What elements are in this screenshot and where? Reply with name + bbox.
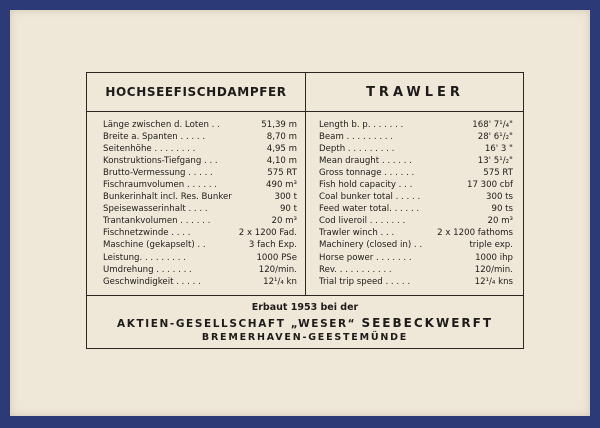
german-spec-value: 1000 PSe <box>256 252 297 263</box>
german-spec-row <box>103 155 297 167</box>
german-spec-label: Länge zwischen d. Loten . . <box>103 120 220 130</box>
german-spec-row <box>103 131 297 143</box>
german-spec-label: Seitenhöhe . . . . . . . . <box>103 144 196 155</box>
english-spec-label: Coal bunker total . . . . . <box>319 192 421 203</box>
english-spec-row <box>319 239 513 251</box>
english-spec-label: Mean draught . . . . . . <box>319 156 412 167</box>
location-line: BREMERHAVEN-GEESTEMÜNDE <box>201 332 409 343</box>
heading-german: HOCHSEEFISCHDAMPFER <box>105 85 287 99</box>
english-spec-row <box>319 143 513 155</box>
german-spec-row <box>103 167 297 179</box>
english-spec-value: 120/min. <box>474 264 513 275</box>
english-spec-row <box>319 252 513 264</box>
german-spec-value: 51,39 m <box>261 120 297 130</box>
english-spec-value: 575 RT <box>483 168 513 179</box>
english-spec-list <box>319 119 513 288</box>
english-spec-value: 16' 3 " <box>484 144 513 155</box>
english-spec-value: 13' 5¹/₂" <box>477 156 513 167</box>
german-spec-value: 4,95 m <box>266 144 297 155</box>
shipyard-name: SEEBECKWERFT <box>361 316 494 330</box>
german-spec-row <box>103 239 297 251</box>
english-spec-value: 28' 6¹/₂" <box>477 132 513 143</box>
header-divider <box>87 111 523 112</box>
german-spec-row <box>103 264 297 276</box>
english-spec-label: Feed water total. . . . . . <box>319 204 420 215</box>
german-spec-row <box>103 203 297 215</box>
german-spec-value: 2 x 1200 Fad. <box>238 228 297 239</box>
german-spec-value: 90 t <box>279 204 297 215</box>
english-spec-row <box>319 167 513 179</box>
german-spec-label: Speisewasserinhalt . . . . <box>103 204 208 215</box>
english-spec-label: Trawler winch . . . <box>319 228 395 239</box>
german-spec-row <box>103 276 297 288</box>
german-spec-row <box>103 227 297 239</box>
column-divider <box>305 73 306 295</box>
german-spec-label: Breite a. Spanten . . . . . <box>103 132 206 143</box>
english-spec-label: Fish hold capacity . . . <box>319 180 413 191</box>
german-spec-value: 575 RT <box>267 168 297 179</box>
german-spec-value: 300 t <box>274 192 297 203</box>
german-spec-value: 4,10 m <box>266 156 297 167</box>
german-spec-label: Maschine (gekapselt) . . <box>103 240 206 251</box>
german-spec-value: 8,70 m <box>266 132 297 143</box>
german-spec-row <box>103 191 297 203</box>
english-spec-value: 300 ts <box>486 192 513 203</box>
company-name: AKTIEN-GESELLSCHAFT „WESER“ <box>116 318 357 330</box>
german-spec-row <box>103 215 297 227</box>
german-spec-value: 12¹/₄ kn <box>263 276 297 287</box>
german-spec-value: 20 m³ <box>271 216 297 227</box>
english-spec-row <box>319 131 513 143</box>
company-line <box>87 316 523 330</box>
german-spec-list <box>103 119 297 288</box>
english-spec-label: Rev. . . . . . . . . . . <box>319 264 392 275</box>
german-spec-row <box>103 179 297 191</box>
german-spec-label: Brutto-Vermessung . . . . . <box>103 168 213 179</box>
english-spec-row <box>319 191 513 203</box>
english-spec-row <box>319 119 513 131</box>
german-spec-row <box>103 252 297 264</box>
english-spec-row <box>319 215 513 227</box>
english-spec-value: triple exp. <box>469 240 513 251</box>
german-spec-label: Konstruktions-Tiefgang . . . <box>103 156 218 167</box>
english-spec-label: Trial trip speed . . . . . <box>319 276 411 287</box>
spec-table <box>86 72 524 349</box>
german-spec-label: Fischnetzwinde . . . . <box>103 228 191 239</box>
english-spec-label: Length b. p. . . . . . . <box>319 120 404 130</box>
german-spec-value: 490 m³ <box>266 180 297 191</box>
german-spec-label: Geschwindigkeit . . . . . <box>103 276 201 287</box>
english-spec-row <box>319 264 513 276</box>
german-spec-value: 3 fach Exp. <box>248 240 297 251</box>
english-spec-value: 20 m³ <box>487 216 513 227</box>
english-spec-label: Machinery (closed in) . . <box>319 240 423 251</box>
heading-english: TRAWLER <box>366 84 464 100</box>
built-line: Erbaut 1953 bei der <box>251 302 359 313</box>
english-spec-label: Cod liveroil . . . . . . . <box>319 216 406 227</box>
german-spec-row <box>103 143 297 155</box>
footer-divider <box>87 295 523 296</box>
german-spec-value: 120/min. <box>258 264 297 275</box>
german-spec-label: Leistung. . . . . . . . . <box>103 252 186 263</box>
english-spec-value: 12¹/₄ kns <box>474 276 513 287</box>
german-spec-label: Umdrehung . . . . . . . <box>103 264 192 275</box>
english-spec-label: Beam . . . . . . . . . <box>319 132 393 143</box>
english-spec-row <box>319 203 513 215</box>
english-spec-value: 17 300 cbf <box>466 180 513 191</box>
english-spec-row <box>319 179 513 191</box>
german-spec-label: Bunkerinhalt incl. Res. Bunker <box>103 192 232 203</box>
english-spec-row <box>319 155 513 167</box>
english-spec-value: 2 x 1200 fathoms <box>437 228 513 239</box>
english-spec-label: Depth . . . . . . . . . <box>319 144 395 155</box>
german-spec-label: Fischraumvolumen . . . . . . <box>103 180 218 191</box>
english-spec-value: 1000 ihp <box>475 252 513 263</box>
english-spec-label: Gross tonnage . . . . . . <box>319 168 415 179</box>
german-spec-label: Trantankvolumen . . . . . . <box>103 216 211 227</box>
english-spec-row <box>319 227 513 239</box>
english-spec-label: Horse power . . . . . . . <box>319 252 412 263</box>
shipyard-footer <box>87 297 523 348</box>
postcard <box>10 10 590 416</box>
english-spec-row <box>319 276 513 288</box>
english-spec-value: 168' 7¹/₄" <box>472 120 513 130</box>
english-spec-value: 90 ts <box>491 204 513 215</box>
german-spec-row <box>103 119 297 131</box>
